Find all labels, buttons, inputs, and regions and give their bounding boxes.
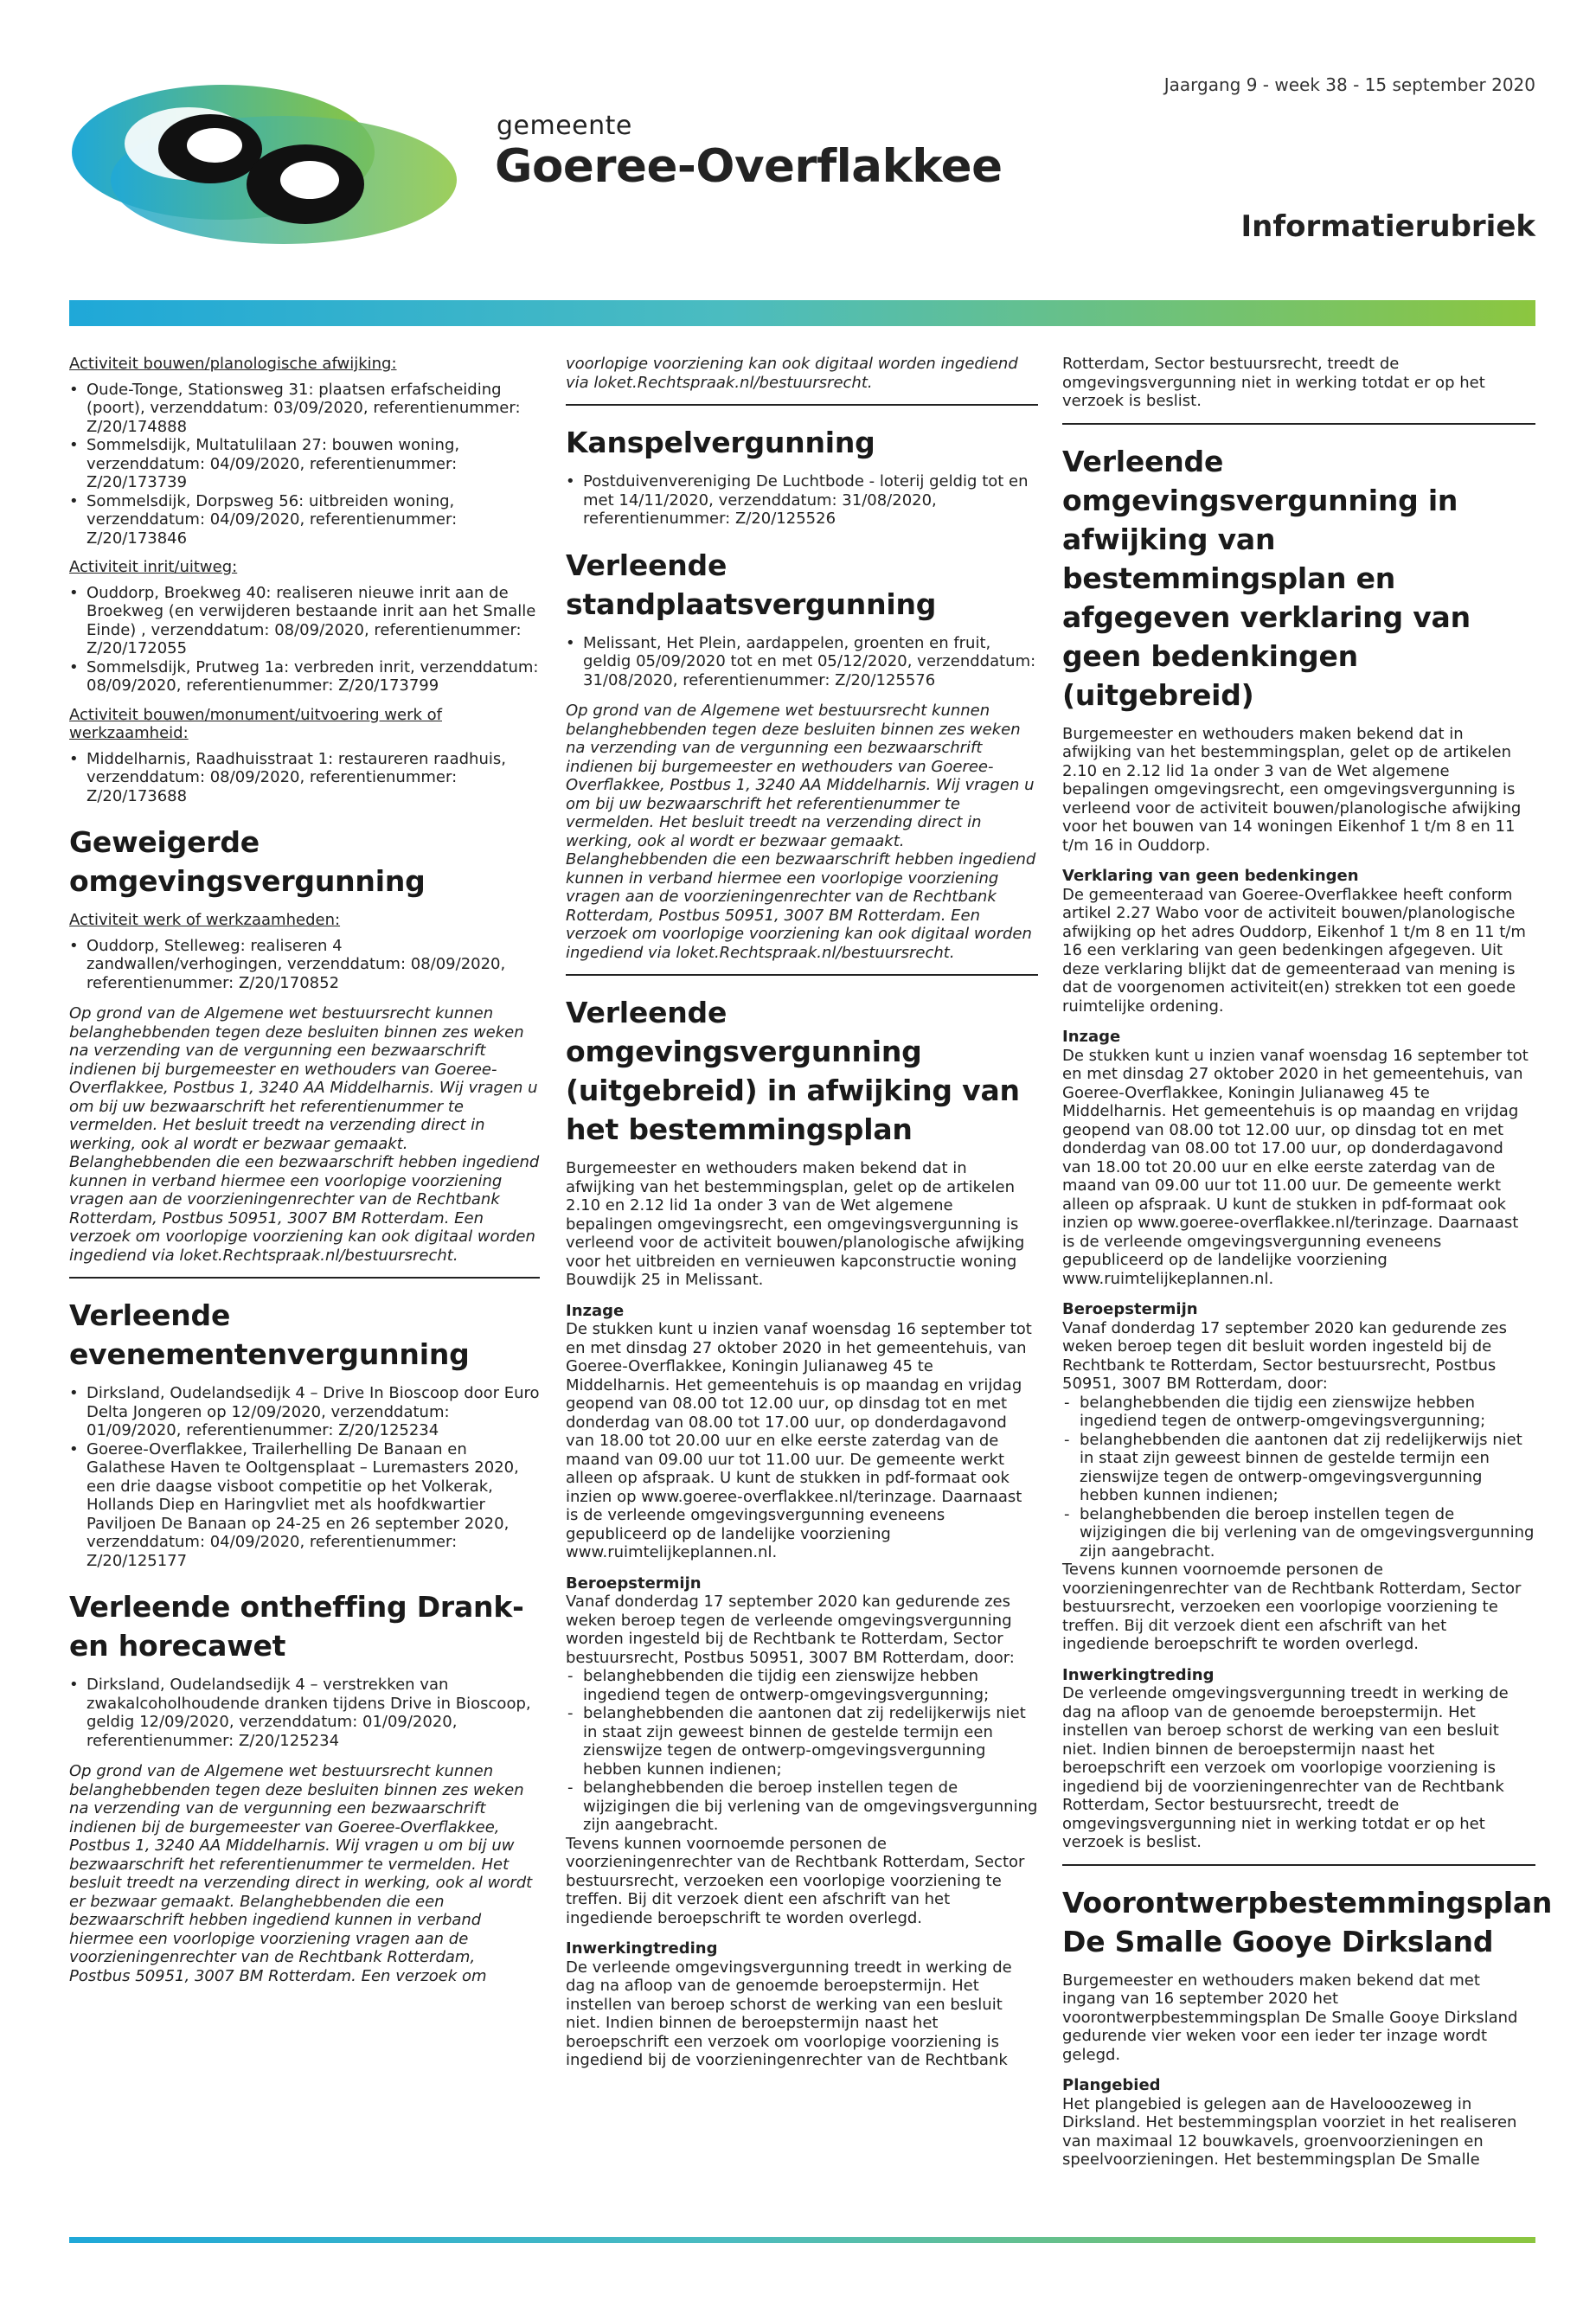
section-heading: Kanspelvergunning	[566, 426, 875, 459]
paragraph: Rotterdam, Sector bestuursrecht, treedt de omgevingsvergunning niet in werking totdat er op het verzoek is beslist.	[1062, 355, 1485, 410]
activity-heading: Activiteit bouwen/planologische afwijking:	[69, 355, 397, 373]
page-header	[0, 0, 1596, 298]
activity-list	[69, 381, 540, 548]
subheading: Plangebied	[1062, 2076, 1161, 2094]
subheading: Beroepstermijn	[1062, 1300, 1198, 1318]
list-item: • Postduivenvereniging De Luchtbode - loterij geldig tot en met 14/11/2020, verzenddatum: 31/08/2020, referentienummer: Z/20/125526	[566, 472, 1038, 529]
permit-list	[566, 472, 1038, 529]
paragraph: Tevens kunnen voornoemde personen de voorzieningenrechter van de Rechtbank Rotterdam, Sector bestuursrecht, verzoeken een voorlopige voorziening te treffen. Bij dit verzoek dient een afschrift van het ingediende beroepschrift te worden overlegd.	[1062, 1561, 1522, 1653]
paragraph: Burgemeester en wethouders maken bekend dat met ingang van 16 september 2020 het voorontwerpbestemmingsplan De Smalle Gooye Dirksland gedurende vier weken voor een ieder ter inzage wordt gelegd.	[1062, 1971, 1518, 2064]
list-item: • Dirksland, Oudelandsedijk 4 – verstrekken van zwakalcoholhoudende dranken tijdens Drive in Bioscoop, geldig 12/09/2020, verzenddatum: 01/09/2020, referentienummer: Z/20/125234	[69, 1676, 540, 1750]
list-item: - belanghebbenden die tijdig een zienswijze hebben ingediend tegen de ontwerp-omgevingsvergunning;	[566, 1667, 1038, 1704]
list-item: • Oude-Tonge, Stationsweg 31: plaatsen erfafscheiding (poort), verzenddatum: 03/09/2020, referentienummer: Z/20/174888	[69, 381, 540, 437]
paragraph: Burgemeester en wethouders maken bekend dat in afwijking van het bestemmingsplan, gelet op de artikelen 2.10 en 2.12 lid 1a onder 3 van de Wet algemene bepalingen omgevingsrecht, een omgevingsvergunning is verleend voor de activiteit bouwen/planologische afwijking voor het uitbreiden en vernieuwen kapconstructie woning Bouwdijk 25 in Melissant.	[566, 1159, 1025, 1289]
divider	[566, 404, 1038, 406]
subheading: Inwerkingtreding	[1062, 1665, 1215, 1684]
section-heading: Verleende omgevingsvergunning in afwijking van bestemmingsplan en afgegeven verklaring van geen bedenkingen (uitgebreid)	[1062, 444, 1471, 712]
list-item: • Goeree-Overflakkee, Trailerhelling De Banaan en Galathese Haven te Ooltgensplaat – Luremasters 2020, een drie daagse visboot competitie op het Volkerak, Hollands Diep en Haringvliet met als hoofdkwartier Paviljoen De Banaan op 24-25 en 26 september 2020, verzenddatum: 04/09/2020, referentienummer: Z/20/125177	[69, 1440, 540, 1571]
paragraph: Vanaf donderdag 17 september 2020 kan gedurende zes weken beroep tegen dit besluit worden ingesteld bij de Rechtbank te Rotterdam, Sector bestuursrecht, Postbus 50951, 3007 BM Rotterdam, door:	[1062, 1318, 1508, 1393]
activity-list	[69, 584, 540, 695]
appeal-list	[1062, 1394, 1535, 1561]
subheading: Inzage	[566, 1301, 625, 1320]
section-heading: Verleende ontheffing Drank- en horecawet	[69, 1590, 524, 1663]
divider	[69, 1277, 540, 1279]
activity-heading: Activiteit inrit/uitweg:	[69, 558, 238, 576]
section-heading: Voorontwerpbestemmingsplan De Smalle Gooye Dirksland	[1062, 1885, 1553, 1958]
section-heading: Verleende standplaatsvergunning	[566, 548, 937, 621]
subheading: Verklaring van geen bedenkingen	[1062, 867, 1359, 885]
footer-gradient-bar	[69, 2237, 1535, 2243]
section-heading: Verleende omgevingsvergunning (uitgebreid) in afwijking van het bestemmingsplan	[566, 996, 1020, 1146]
list-item: • Ouddorp, Stelleweg: realiseren 4 zandwallen/verhogingen, verzenddatum: 08/09/2020, referentienummer: Z/20/170852	[69, 937, 540, 993]
list-item: - belanghebbenden die beroep instellen tegen de wijzigingen die bij verlening van de omgevingsvergunning zijn aangebracht.	[566, 1779, 1038, 1835]
issue-info: Jaargang 9 - week 38 - 15 september 2020	[1163, 74, 1535, 95]
activity-heading: Activiteit bouwen/monument/uitvoering werk of werkzaamheid:	[69, 705, 442, 742]
column-3	[1062, 355, 1553, 2170]
activity-list	[69, 937, 540, 993]
municipality-logo	[67, 76, 474, 249]
exemption-list	[69, 1676, 540, 1750]
section-heading: Verleende evenementenvergunning	[69, 1298, 470, 1371]
section-title: Informatierubriek	[1240, 209, 1535, 244]
list-item: - belanghebbenden die aantonen dat zij redelijkerwijs niet in staat zijn geweest binnen de gestelde termijn een zienswijze tegen de ontwerp-omgevingsvergunning hebben kunnen indienen;	[566, 1704, 1038, 1779]
paragraph: De verleende omgevingsvergunning treedt in werking de dag na afloop van de genoemde beroepstermijn. Het instellen van beroep schorst de werking van een besluit niet. Indien binnen de beroepstermijn naast het beroepschrift een verzoek om voorlopige voorziening is ingediend bij de voorzieningenrechter van de Rechtbank	[566, 1958, 1012, 2069]
brand-gemeente: gemeente	[497, 111, 632, 141]
divider	[566, 974, 1038, 976]
list-item: • Melissant, Het Plein, aardappelen, groenten en fruit, geldig 05/09/2020 tot en met 05/12/2020, verzenddatum: 31/08/2020, referentienummer: Z/20/125576	[566, 634, 1038, 690]
activity-list	[69, 750, 540, 806]
paragraph: De stukken kunt u inzien vanaf woensdag 16 september tot en met dinsdag 27 oktober 2020 in het gemeentehuis, van Goeree-Overflakkee, Koningin Julianaweg 45 te Middelharnis. Het gemeentehuis is op maandag en vrijdag geopend van 08.00 tot 12.00 uur, op dinsdag tot en met donderdag van 08.00 tot 17.00 uur, op donderdagavond van 18.00 tot 20.00 uur en elke eerste zaterdag van de maand van 09.00 uur tot 11.00 uur. De gemeente werkt alleen op afspraak. U kunt de stukken in pdf-formaat ook inzien op www.goeree-overflakkee.nl/terinzage. Daarnaast is de verleende omgevingsvergunning eveneens gepubliceerd op de landelijke voorziening www.ruimtelijkeplannen.nl.	[566, 1320, 1032, 1561]
header-gradient-bar	[69, 300, 1535, 326]
list-item: • Ouddorp, Broekweg 40: realiseren nieuwe inrit aan de Broekweg (en verwijderen bestaande inrit aan het Smalle Einde) , verzenddatum: 08/09/2020, referentienummer: Z/20/172055	[69, 584, 540, 658]
list-item: • Dirksland, Oudelandsedijk 4 – Drive In Bioscoop door Euro Delta Jongeren op 12/09/2020, verzenddatum: 01/09/2020, referentienummer: Z/20/125234	[69, 1384, 540, 1440]
column-2	[566, 355, 1038, 2070]
legal-notice: Op grond van de Algemene wet bestuursrecht kunnen belanghebbenden tegen deze besluiten binnen zes weken na verzending van de vergunning een bezwaarschrift indienen bij burgemeester en wethouders van Goeree-Overflakkee, Postbus 1, 3240 AA Middelharnis. Wij vragen u om bij uw bezwaarschrift het referentienummer te vermelden. Het besluit treedt na verzending direct in werking, ook al wordt er bezwaar gemaakt. Belanghebbenden die een bezwaarschrift hebben ingediend kunnen in verband hiermee een voorlopige voorziening vragen aan de voorzieningenrechter van de Rechtbank Rotterdam, Postbus 50951, 3007 BM Rotterdam. Een verzoek om voorlopige voorziening kan ook digitaal worden ingediend via loket.Rechtspraak.nl/bestuursrecht.	[566, 702, 1036, 962]
paragraph: Burgemeester en wethouders maken bekend dat in afwijking van het bestemmingsplan, gelet op de artikelen 2.10 en 2.12 lid 1a onder 3 van de Wet algemene bepalingen omgevingsrecht, een omgevingsvergunning is verleend voor de activiteit bouwen/planologische afwijking voor het bouwen van 14 woningen Eikenhof 1 t/m 8 en 11 t/m 16 in Ouddorp.	[1062, 724, 1522, 855]
section-heading: Geweigerde omgevingsvergunning	[69, 825, 426, 898]
activity-heading: Activiteit werk of werkzaamheden:	[69, 911, 341, 929]
list-item: • Middelharnis, Raadhuisstraat 1: restaureren raadhuis, verzenddatum: 08/09/2020, referentienummer: Z/20/173688	[69, 750, 540, 806]
subheading: Inzage	[1062, 1028, 1121, 1046]
list-item: • Sommelsdijk, Multatulilaan 27: bouwen woning, verzenddatum: 04/09/2020, referentienummer: Z/20/173739	[69, 436, 540, 492]
list-item: - belanghebbenden die beroep instellen tegen de wijzigingen die bij verlening van de omgevingsvergunning zijn aangebracht.	[1062, 1505, 1535, 1561]
paragraph: De gemeenteraad van Goeree-Overflakkee heeft conform artikel 2.27 Wabo voor de activiteit bouwen/planologische afwijking op het adres Ouddorp, Eikenhof 1 t/m 8 en 11 t/m 16 een verklaring van geen bedenkingen afgegeven. Uit deze verklaring blijkt dat de gemeenteraad van mening is dat de voorgenomen activiteit(en) strekken tot een goede ruimtelijke ordening.	[1062, 885, 1526, 1016]
paragraph: De verleende omgevingsvergunning treedt in werking de dag na afloop van de genoemde beroepstermijn. Het instellen van beroep schorst de werking van een besluit niet. Indien binnen de beroepstermijn naast het beroepschrift een verzoek om voorlopige voorziening is ingediend bij de voorzieningenrechter van de Rechtbank Rotterdam, Sector bestuursrecht, treedt de omgevingsvergunning niet in werking totdat er op het verzoek is beslist.	[1062, 1684, 1509, 1851]
list-item: - belanghebbenden die aantonen dat zij redelijkerwijs niet in staat zijn geweest binnen de gestelde termijn een zienswijze tegen de ontwerp-omgevingsvergunning hebben kunnen indienen;	[1062, 1431, 1535, 1505]
legal-notice: Op grond van de Algemene wet bestuursrecht kunnen belanghebbenden tegen deze besluiten binnen zes weken na verzending van de vergunning een bezwaarschrift indienen bij de burgemeester van Goeree-Overflakkee, Postbus 1, 3240 AA Middelharnis. Wij vragen u om bij uw bezwaarschrift het referentienummer te vermelden. Het besluit treedt na verzending direct in werking, ook al wordt er bezwaar gemaakt. Belanghebbenden die een bezwaarschrift hebben ingediend kunnen in verband hiermee een voorlopige voorziening vragen aan de voorzieningenrechter van de Rechtbank Rotterdam, Postbus 50951, 3007 BM Rotterdam. Een verzoek om	[69, 1762, 533, 1985]
divider	[1062, 423, 1535, 425]
appeal-list	[566, 1667, 1038, 1835]
legal-notice: Op grond van de Algemene wet bestuursrecht kunnen belanghebbenden tegen deze besluiten binnen zes weken na verzending van de vergunning een bezwaarschrift indienen bij burgemeester en wethouders van Goeree-Overflakkee, Postbus 1, 3240 AA Middelharnis. Wij vragen u om bij uw bezwaarschrift het referentienummer te vermelden. Het besluit treedt na verzending direct in werking, ook al wordt er bezwaar gemaakt. Belanghebbenden die een bezwaarschrift hebben ingediend kunnen in verband hiermee een voorlopige voorziening vragen aan de voorzieningenrechter van de Rechtbank Rotterdam, Postbus 50951, 3007 BM Rotterdam. Een verzoek om voorlopige voorziening kan ook digitaal worden ingediend via loket.Rechtspraak.nl/bestuursrecht.	[69, 1004, 540, 1265]
paragraph: Tevens kunnen voornoemde personen de voorzieningenrechter van de Rechtbank Rotterdam, Sector bestuursrecht, verzoeken een voorlopige voorziening te treffen. Bij dit verzoek dient een afschrift van het ingediende beroepschrift te worden overlegd.	[566, 1834, 1025, 1927]
divider	[1062, 1864, 1535, 1866]
list-item: - belanghebbenden die tijdig een zienswijze hebben ingediend tegen de ontwerp-omgevingsvergunning;	[1062, 1394, 1535, 1431]
column-1	[69, 355, 540, 1994]
subheading: Beroepstermijn	[566, 1574, 702, 1593]
legal-notice-continued: voorlopige voorziening kan ook digitaal worden ingediend via loket.Rechtspraak.nl/bestuursrecht.	[566, 355, 1018, 392]
list-item: • Sommelsdijk, Prutweg 1a: verbreden inrit, verzenddatum: 08/09/2020, referentienummer: Z/20/173799	[69, 658, 540, 695]
brand-name: Goeree-Overflakkee	[495, 140, 1003, 193]
permit-list	[566, 634, 1038, 690]
paragraph: De stukken kunt u inzien vanaf woensdag 16 september tot en met dinsdag 27 oktober 2020 in het gemeentehuis, van Goeree-Overflakkee, Koningin Julianaweg 45 te Middelharnis. Het gemeentehuis is op maandag en vrijdag geopend van 08.00 tot 12.00 uur, op dinsdag tot en met donderdag van 08.00 tot 17.00 uur, op donderdagavond van 18.00 tot 20.00 uur en elke eerste zaterdag van de maand van 09.00 uur tot 11.00 uur. De gemeente werkt alleen op afspraak. U kunt de stukken in pdf-formaat ook inzien op www.goeree-overflakkee.nl/terinzage. Daarnaast is de verleende omgevingsvergunning eveneens gepubliceerd op de landelijke voorziening www.ruimtelijkeplannen.nl.	[1062, 1046, 1529, 1288]
event-list	[69, 1384, 540, 1570]
list-item: • Sommelsdijk, Dorpsweg 56: uitbreiden woning, verzenddatum: 04/09/2020, referentienummer: Z/20/173846	[69, 492, 540, 548]
paragraph: Het plangebied is gelegen aan de Havelooozeweg in Dirksland. Het bestemmingsplan voorziet in het realiseren van maximaal 12 bouwkavels, groenvoorzieningen en speelvoorzieningen. Het bestemmingsplan De Smalle	[1062, 2094, 1517, 2169]
paragraph: Vanaf donderdag 17 september 2020 kan gedurende zes weken beroep tegen de verleende omgevingsvergunning worden ingesteld bij de Rechtbank te Rotterdam, Sector bestuursrecht, Postbus 50951, 3007 BM Rotterdam, door:	[566, 1593, 1015, 1667]
subheading: Inwerkingtreding	[566, 1939, 718, 1958]
